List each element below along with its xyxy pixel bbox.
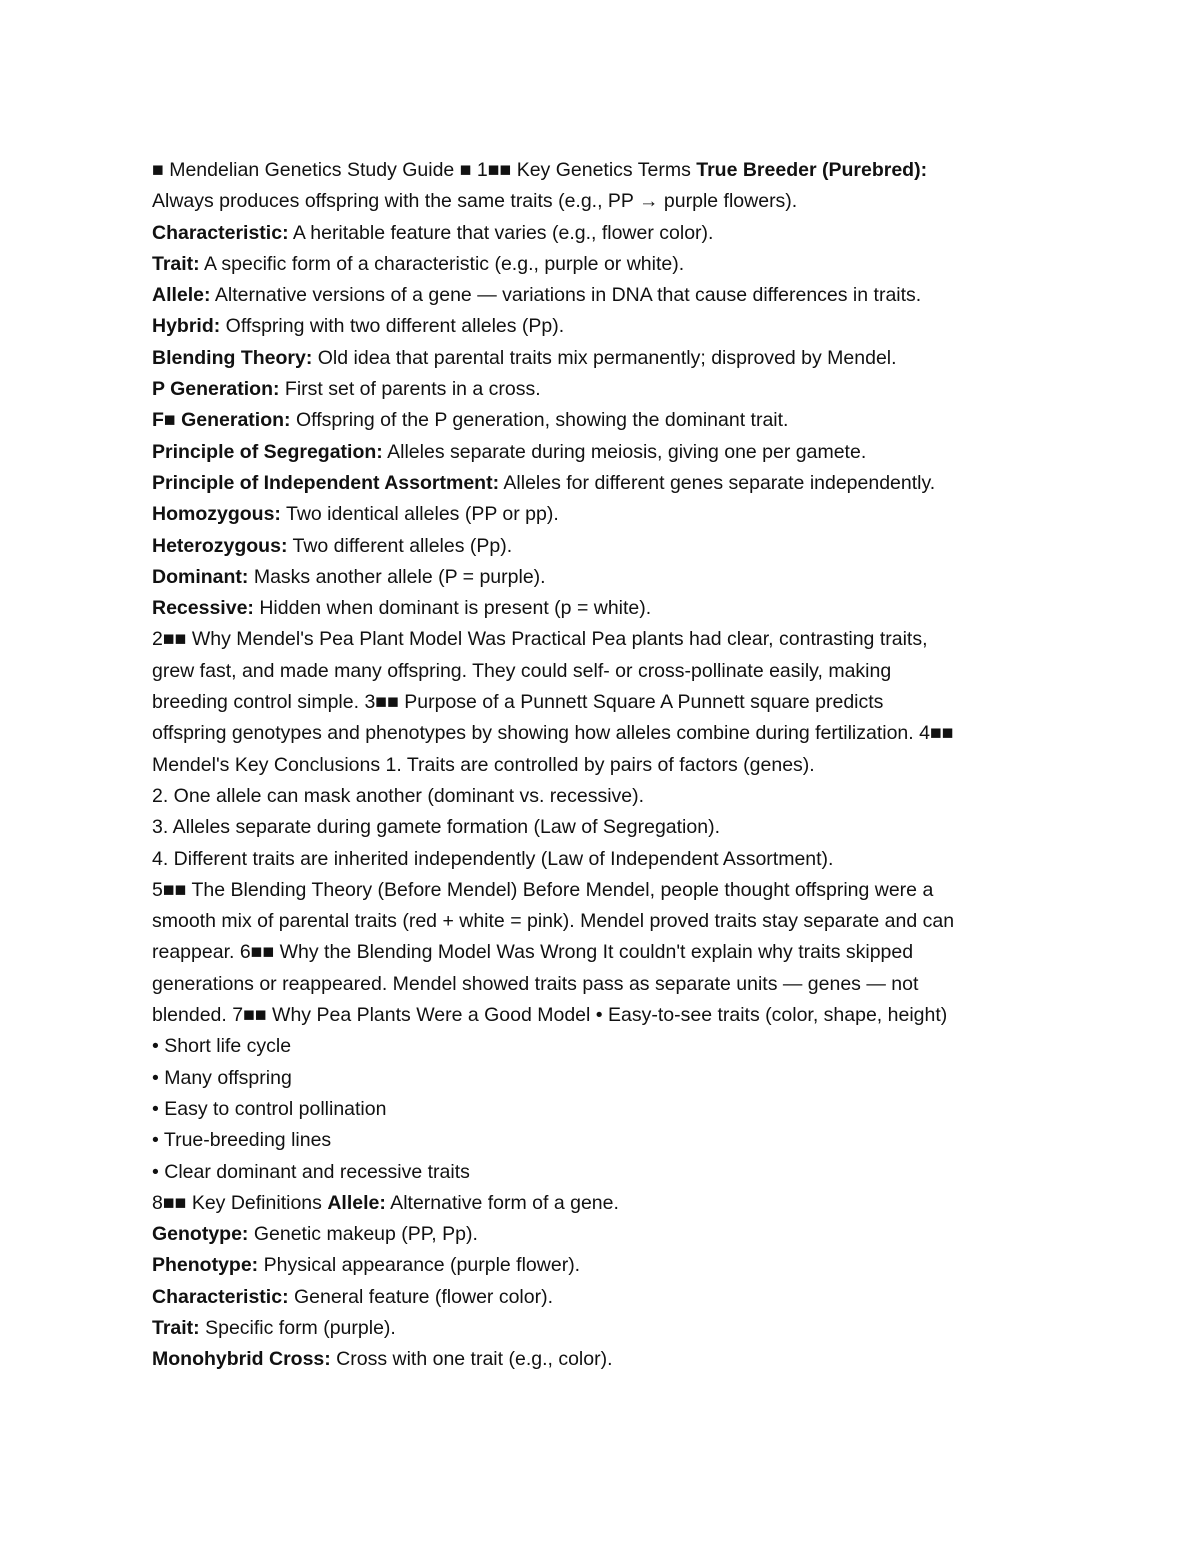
study-guide-document — [152, 155, 1072, 1376]
text-segment: Alternative form of a gene. — [385, 1191, 619, 1214]
term-label: P Generation: — [152, 378, 280, 401]
document-line — [152, 1313, 1072, 1344]
term-label: Characteristic: — [152, 221, 289, 244]
term-label: Allele: — [327, 1191, 386, 1214]
term-label: Genotype: — [152, 1223, 249, 1246]
text-segment: Two different alleles (Pp). — [287, 534, 513, 557]
text-segment: offspring genotypes and phenotypes by showing how alleles combine during fertilization. 4■■ — [152, 722, 954, 745]
document-line — [152, 687, 1072, 718]
text-segment: Genetic makeup (PP, Pp). — [248, 1223, 478, 1246]
document-line — [152, 624, 1072, 655]
text-segment: Mendel's Key Conclusions 1. Traits are controlled by pairs of factors (genes). — [152, 753, 815, 776]
term-label: Heterozygous: — [152, 534, 288, 557]
document-line — [152, 1000, 1072, 1031]
document-line — [152, 750, 1072, 781]
term-label: Monohybrid Cross: — [152, 1348, 331, 1371]
text-segment: smooth mix of parental traits (red + white = pink). Mendel proved traits stay separate and can — [152, 910, 955, 933]
text-segment: • Easy to control pollination — [152, 1097, 387, 1120]
document-line — [152, 155, 1072, 186]
text-segment: Alternative versions of a gene — variations in DNA that cause differences in traits. — [210, 284, 922, 307]
document-line — [152, 437, 1072, 468]
document-line — [152, 468, 1072, 499]
document-line — [152, 1063, 1072, 1094]
text-segment: Masks another allele (P = purple). — [248, 565, 546, 588]
text-segment: 3. Alleles separate during gamete formation (Law of Segregation). — [152, 816, 720, 839]
text-segment: 5■■ The Blending Theory (Before Mendel) Before Mendel, people thought offspring were a — [152, 878, 934, 901]
term-label: Trait: — [152, 252, 200, 275]
document-line — [152, 1157, 1072, 1188]
text-segment: ■ Mendelian Genetics Study Guide ■ 1■■ Key Genetics Terms — [152, 159, 697, 181]
text-segment: breeding control simple. 3■■ Purpose of a Punnett Square A Punnett square predicts — [152, 691, 884, 714]
text-segment: A heritable feature that varies (e.g., flower color). — [288, 221, 714, 244]
document-line — [152, 1250, 1072, 1281]
document-line — [152, 1219, 1072, 1250]
text-segment: Cross with one trait (e.g., color). — [330, 1348, 613, 1371]
document-line — [152, 405, 1072, 436]
text-segment: A specific form of a characteristic (e.g., purple or white). — [199, 252, 685, 275]
term-label: Principle of Independent Assortment: — [152, 471, 500, 494]
document-line — [152, 218, 1072, 249]
text-segment: Old idea that parental traits mix permanently; disproved by Mendel. — [312, 346, 897, 369]
text-segment: Hidden when dominant is present (p = white). — [253, 597, 652, 620]
document-line — [152, 937, 1072, 968]
text-segment: Physical appearance (purple flower). — [258, 1254, 581, 1277]
term-label: F■ Generation: — [152, 409, 291, 432]
document-line — [152, 593, 1072, 624]
document-line — [152, 249, 1072, 280]
text-segment: Alleles separate during meiosis, giving one per gamete. — [382, 440, 867, 463]
text-segment: • Many offspring — [152, 1066, 292, 1089]
text-segment: 2■■ Why Mendel's Pea Plant Model Was Practical Pea plants had clear, contrasting traits, — [152, 628, 928, 651]
text-segment: grew fast, and made many offspring. They could self- or cross-pollinate easily, making — [152, 659, 892, 682]
text-segment: General feature (flower color). — [288, 1285, 554, 1308]
term-label: Dominant: — [152, 565, 249, 588]
text-segment: generations or reappeared. Mendel showed traits pass as separate units — genes — not — [152, 972, 919, 995]
document-line — [152, 781, 1072, 812]
text-segment: • True-breeding lines — [152, 1129, 332, 1152]
term-label: Recessive: — [152, 597, 254, 620]
text-segment: Specific form (purple). — [199, 1316, 396, 1339]
document-line — [152, 1094, 1072, 1125]
document-line — [152, 311, 1072, 342]
document-line — [152, 374, 1072, 405]
term-label: Allele: — [152, 284, 211, 307]
document-line — [152, 343, 1072, 374]
text-segment: 4. Different traits are inherited independently (Law of Independent Assortment). — [152, 847, 834, 870]
term-label: Principle of Segregation: — [152, 440, 383, 463]
term-label: Blending Theory: — [152, 346, 313, 369]
document-line — [152, 1344, 1072, 1375]
term-label: Trait: — [152, 1316, 200, 1339]
text-segment: • Clear dominant and recessive traits — [152, 1160, 470, 1183]
document-line — [152, 844, 1072, 875]
document-line — [152, 562, 1072, 593]
text-segment: 8■■ Key Definitions — [152, 1191, 328, 1214]
document-line — [152, 969, 1072, 1000]
text-segment: First set of parents in a cross. — [279, 378, 541, 401]
text-segment: Alleles for different genes separate independently. — [499, 471, 936, 494]
document-line — [152, 1282, 1072, 1313]
document-line — [152, 906, 1072, 937]
document-line — [152, 531, 1072, 562]
document-line — [152, 499, 1072, 530]
term-label: True Breeder (Purebred): — [696, 159, 928, 181]
term-label: Phenotype: — [152, 1254, 259, 1277]
text-segment: blended. 7■■ Why Pea Plants Were a Good Model • Easy-to-see traits (color, shape, height) — [152, 1004, 948, 1027]
document-line — [152, 280, 1072, 311]
text-segment: Always produces offspring with the same traits (e.g., PP → purple flowers). — [152, 190, 798, 213]
text-segment: reappear. 6■■ Why the Blending Model Was Wrong It couldn't explain why traits skipped — [152, 941, 914, 964]
document-line — [152, 718, 1072, 749]
document-line — [152, 1031, 1072, 1062]
term-label: Characteristic: — [152, 1285, 289, 1308]
term-label: Hybrid: — [152, 315, 221, 338]
document-line — [152, 875, 1072, 906]
document-line — [152, 186, 1072, 217]
text-segment: Offspring of the P generation, showing the dominant trait. — [290, 409, 789, 432]
text-segment: 2. One allele can mask another (dominant vs. recessive). — [152, 784, 645, 807]
text-segment: Two identical alleles (PP or pp). — [280, 503, 559, 526]
document-line — [152, 1125, 1072, 1156]
document-line — [152, 656, 1072, 687]
text-segment: Offspring with two different alleles (Pp). — [220, 315, 565, 338]
document-line — [152, 812, 1072, 843]
document-line — [152, 1188, 1072, 1219]
term-label: Homozygous: — [152, 503, 281, 526]
text-segment: • Short life cycle — [152, 1035, 292, 1058]
